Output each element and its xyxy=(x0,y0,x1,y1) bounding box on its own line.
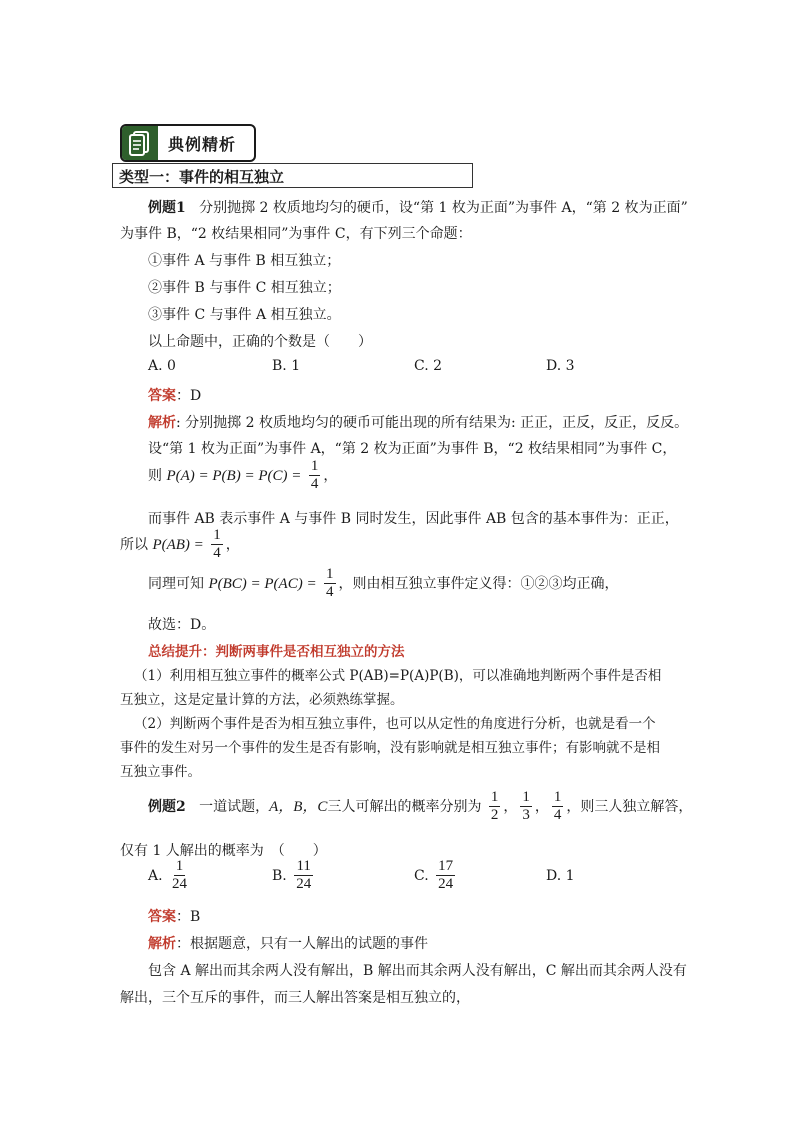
example2-option-a: A. $\frac{1}{24}$ xyxy=(148,858,188,893)
equation-3: P(BC) = P(AC) = xyxy=(208,575,317,592)
type-heading: 类型一：事件的相互独立 xyxy=(119,168,285,186)
summary-title xyxy=(148,640,405,660)
example2-stem-c: ，则三人独立解答， xyxy=(566,798,693,815)
answer-label-2: 答案 xyxy=(148,909,176,925)
badge-icon-box xyxy=(122,126,158,160)
badge-title: 典例精析 xyxy=(168,135,237,154)
fraction-one-quarter: $\frac{1}{4}$ xyxy=(310,458,319,493)
example2-stem-line2: 仅有 1 人解出的概率为 （ ） xyxy=(120,843,327,859)
example2-stem-a: 一道试题， xyxy=(199,798,270,815)
comma: ， xyxy=(323,467,338,484)
example1-stem-2: 为事件 B，“2 枚结果相同”为事件 C，有下列三个命题： xyxy=(120,226,472,242)
proposition-1: ①事件 A 与事件 B 相互独立； xyxy=(148,253,341,269)
example1-option-a: A. 0 xyxy=(148,358,176,374)
fraction-third: $\frac{1}{3}$ xyxy=(522,789,530,824)
example1-question: 以上命题中，正确的个数是（ ） xyxy=(148,334,372,350)
example2-label: 例题2 xyxy=(148,798,186,815)
equation-2: P(AB) = xyxy=(152,536,204,553)
answer-value-2: ：B xyxy=(176,909,201,925)
example1-analysis-1 xyxy=(148,412,688,432)
example2-analysis-3: 解出，三个互斥的事件，而三人解出答案是相互独立的， xyxy=(120,990,470,1006)
example1-choose: 故选：D。 xyxy=(148,617,216,633)
answer-label: 答案 xyxy=(148,388,176,404)
proposition-3: ③事件 C 与事件 A 相互独立。 xyxy=(148,307,341,323)
analysis-text-1: : 分别抛掷 2 枚质地均匀的硬币可能出现的所有结果为: 正正，正反，反正，反反。 xyxy=(176,415,689,431)
example1-analysis-2: 设“第 1 枚为正面”为事件 A，“第 2 枚为正面”为事件 B，“2 枚结果相同”为事件 C， xyxy=(148,441,677,457)
equation-1: P(A) = P(B) = P(C) = xyxy=(166,467,302,484)
summary-1a: （1）利用相互独立事件的概率公式 P(AB)=P(A)P(B)，可以准确地判断两个事件是否相 xyxy=(134,668,662,684)
summary-2c: 互独立事件。 xyxy=(120,764,201,780)
example1-stem-1: 分别抛掷 2 枚质地均匀的硬币，设“第 1 枚为正面”为事件 A，“第 2 枚为正面” xyxy=(199,200,688,216)
then-prefix: 则 xyxy=(148,467,162,484)
example2-option-c: C. $\frac{17}{24}$ xyxy=(414,858,454,893)
analysis-text-2: ：根据题意，只有一人解出的试题的事件 xyxy=(176,936,428,952)
fraction-one-quarter-3: $\frac{1}{4}$ xyxy=(326,566,334,601)
same-prefix: 同理可知 xyxy=(148,575,204,592)
example2-analysis-2: 包含 A 解出而其余两人没有解出，B 解出而其余两人没有解出，C 解出而其余两人没有 xyxy=(148,963,687,979)
analysis-label-2: 解析 xyxy=(148,936,176,952)
summary-title-text: 总结提升：判断两事件是否相互独立的方法 xyxy=(148,644,405,660)
proposition-2: ②事件 B 与事件 C 相互独立； xyxy=(148,280,341,296)
example1-answer xyxy=(148,385,201,405)
fraction-half: $\frac{1}{2}$ xyxy=(490,789,499,824)
type-heading-box xyxy=(112,163,473,188)
example2-option-d: D. 1 xyxy=(546,868,575,884)
summary-2a: （2）判断两个事件是否为相互独立事件，也可以从定性的角度进行分析，也就是看一个 xyxy=(134,716,656,732)
example1-eq1-line xyxy=(148,458,337,494)
example1-label: 例题1 xyxy=(148,200,186,216)
example2-line1: 例题2 一道试题，A，B，C三人可解出的概率分别为 $\frac{1}{2}$ ， $\frac{1}{3}$ ， $\frac{1}{4}$ ，则三人独立解答， xyxy=(148,789,693,824)
example2-analysis-1 xyxy=(148,933,428,953)
summary-1b: 互独立，这是定量计算的方法，必须熟练掌握。 xyxy=(120,692,404,708)
example2-option-b: B. $\frac{11}{24}$ xyxy=(272,858,312,893)
example1-eq3-line xyxy=(148,566,619,602)
summary-2b: 事件的发生对另一个事件的发生是否有影响，没有影响就是相互独立事件；有影响就不是相 xyxy=(120,740,660,756)
section-badge xyxy=(120,124,256,162)
example1-option-d: D. 3 xyxy=(546,358,575,374)
example1-line1 xyxy=(148,197,688,217)
example2-people: A，B，C xyxy=(269,798,328,815)
example1-option-c: C. 2 xyxy=(414,358,443,374)
example2-answer xyxy=(148,906,200,926)
answer-value: ：D xyxy=(176,388,202,404)
document-icon xyxy=(122,126,158,160)
comma: ， xyxy=(225,536,240,553)
so-prefix: 所以 xyxy=(120,536,148,553)
same-suffix: ，则由相互独立事件定义得：①②③均正确， xyxy=(338,575,619,592)
example1-eq2-line xyxy=(120,527,240,563)
example1-ab-line: 而事件 AB 表示事件 A 与事件 B 同时发生，因此事件 AB 包含的基本事件为：正正， xyxy=(148,511,679,527)
example2-stem-b: 三人可解出的概率分别为 xyxy=(327,798,482,815)
fraction-quarter: $\frac{1}{4}$ xyxy=(553,789,562,824)
example1-option-b: B. 1 xyxy=(272,358,301,374)
analysis-label: 解析 xyxy=(148,415,176,431)
fraction-one-quarter-2: $\frac{1}{4}$ xyxy=(213,527,221,562)
